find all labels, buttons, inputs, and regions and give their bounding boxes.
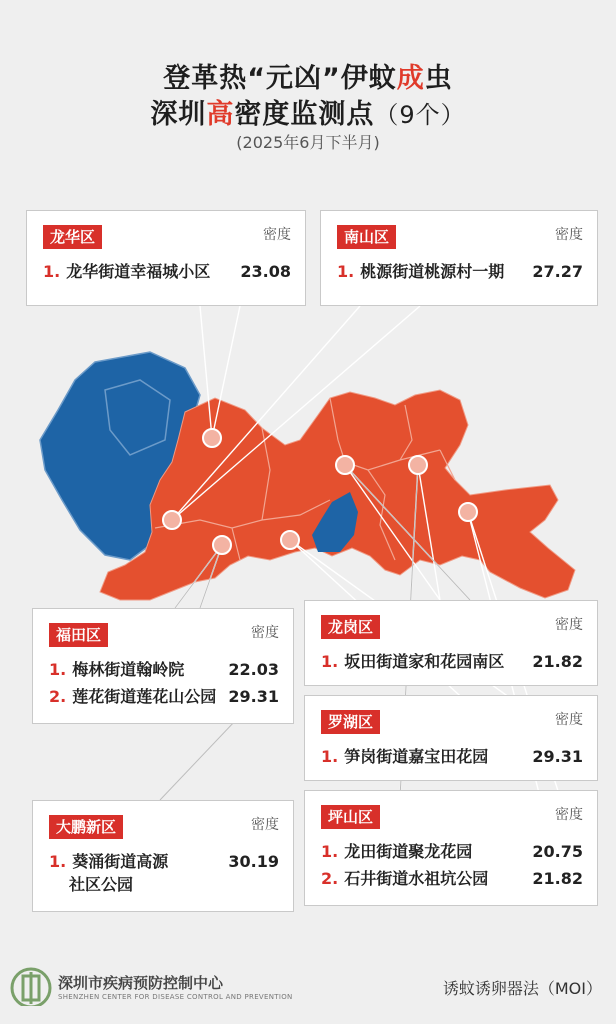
- site-row: 1. 桃源街道桃源村一期 27.27: [337, 262, 583, 281]
- district-badge: 龙华区: [43, 225, 102, 249]
- site-marker-longgang: [336, 456, 354, 474]
- site-row: 1. 笋岗街道嘉宝田花园 29.31: [321, 747, 583, 766]
- org-name-en: SHENZHEN CENTER FOR DISEASE CONTROL AND PREVENTION: [58, 993, 293, 1001]
- site-row: 1. 坂田街道家和花园南区 21.82: [321, 652, 583, 671]
- district-card-longhua: [26, 210, 306, 306]
- site-row: 2. 莲花街道莲花山公园 29.31: [49, 687, 279, 706]
- district-badge: 大鹏新区: [49, 815, 123, 839]
- density-label: 密度: [555, 617, 583, 633]
- site-marker-nanshan: [163, 511, 181, 529]
- district-badge: 南山区: [337, 225, 396, 249]
- density-label: 密度: [263, 227, 291, 243]
- title-line-2: 深圳高密度监测点（9个）: [150, 99, 466, 130]
- site-row: 1. 龙华街道幸福城小区 23.08: [43, 262, 291, 281]
- title-line-1: 登革热“元凶”伊蚊成虫: [163, 63, 453, 94]
- site-marker-futian-1: [213, 536, 231, 554]
- density-label: 密度: [251, 625, 279, 641]
- district-card-futian: [32, 608, 294, 724]
- density-label: 密度: [555, 227, 583, 243]
- density-label: 密度: [251, 817, 279, 833]
- district-card-nanshan: [320, 210, 598, 306]
- site-row: 1. 葵涌街道高源 30.19: [49, 852, 279, 871]
- site-row: 1. 龙田街道聚龙花园 20.75: [321, 842, 583, 861]
- district-badge: 龙岗区: [321, 615, 380, 639]
- district-badge: 福田区: [49, 623, 108, 647]
- district-card-dapeng: [32, 800, 294, 912]
- density-label: 密度: [555, 807, 583, 823]
- district-card-luohu: [304, 695, 598, 781]
- subtitle: (2025年6月下半月): [236, 133, 380, 152]
- org-name-cn: 深圳市疾病预防控制中心: [58, 974, 224, 992]
- method-label: 诱蚊诱卵器法（MOI）: [442, 979, 602, 998]
- site-row: 2. 石井街道水祖坑公园 21.82: [321, 869, 583, 888]
- district-badge: 坪山区: [321, 805, 380, 829]
- district-badge: 罗湖区: [321, 710, 380, 734]
- cdc-logo-icon: [10, 966, 52, 1006]
- district-card-pingshan: [304, 790, 598, 906]
- site-marker-futian-2: [281, 531, 299, 549]
- site-marker-dapeng: [459, 503, 477, 521]
- site-marker-longhua: [203, 429, 221, 447]
- site-name-line-2: 社区公园: [69, 875, 134, 894]
- site-row: 1. 梅林街道翰岭院 22.03: [49, 660, 279, 679]
- density-label: 密度: [555, 712, 583, 728]
- district-card-longgang: [304, 600, 598, 686]
- site-marker-pingshan: [409, 456, 427, 474]
